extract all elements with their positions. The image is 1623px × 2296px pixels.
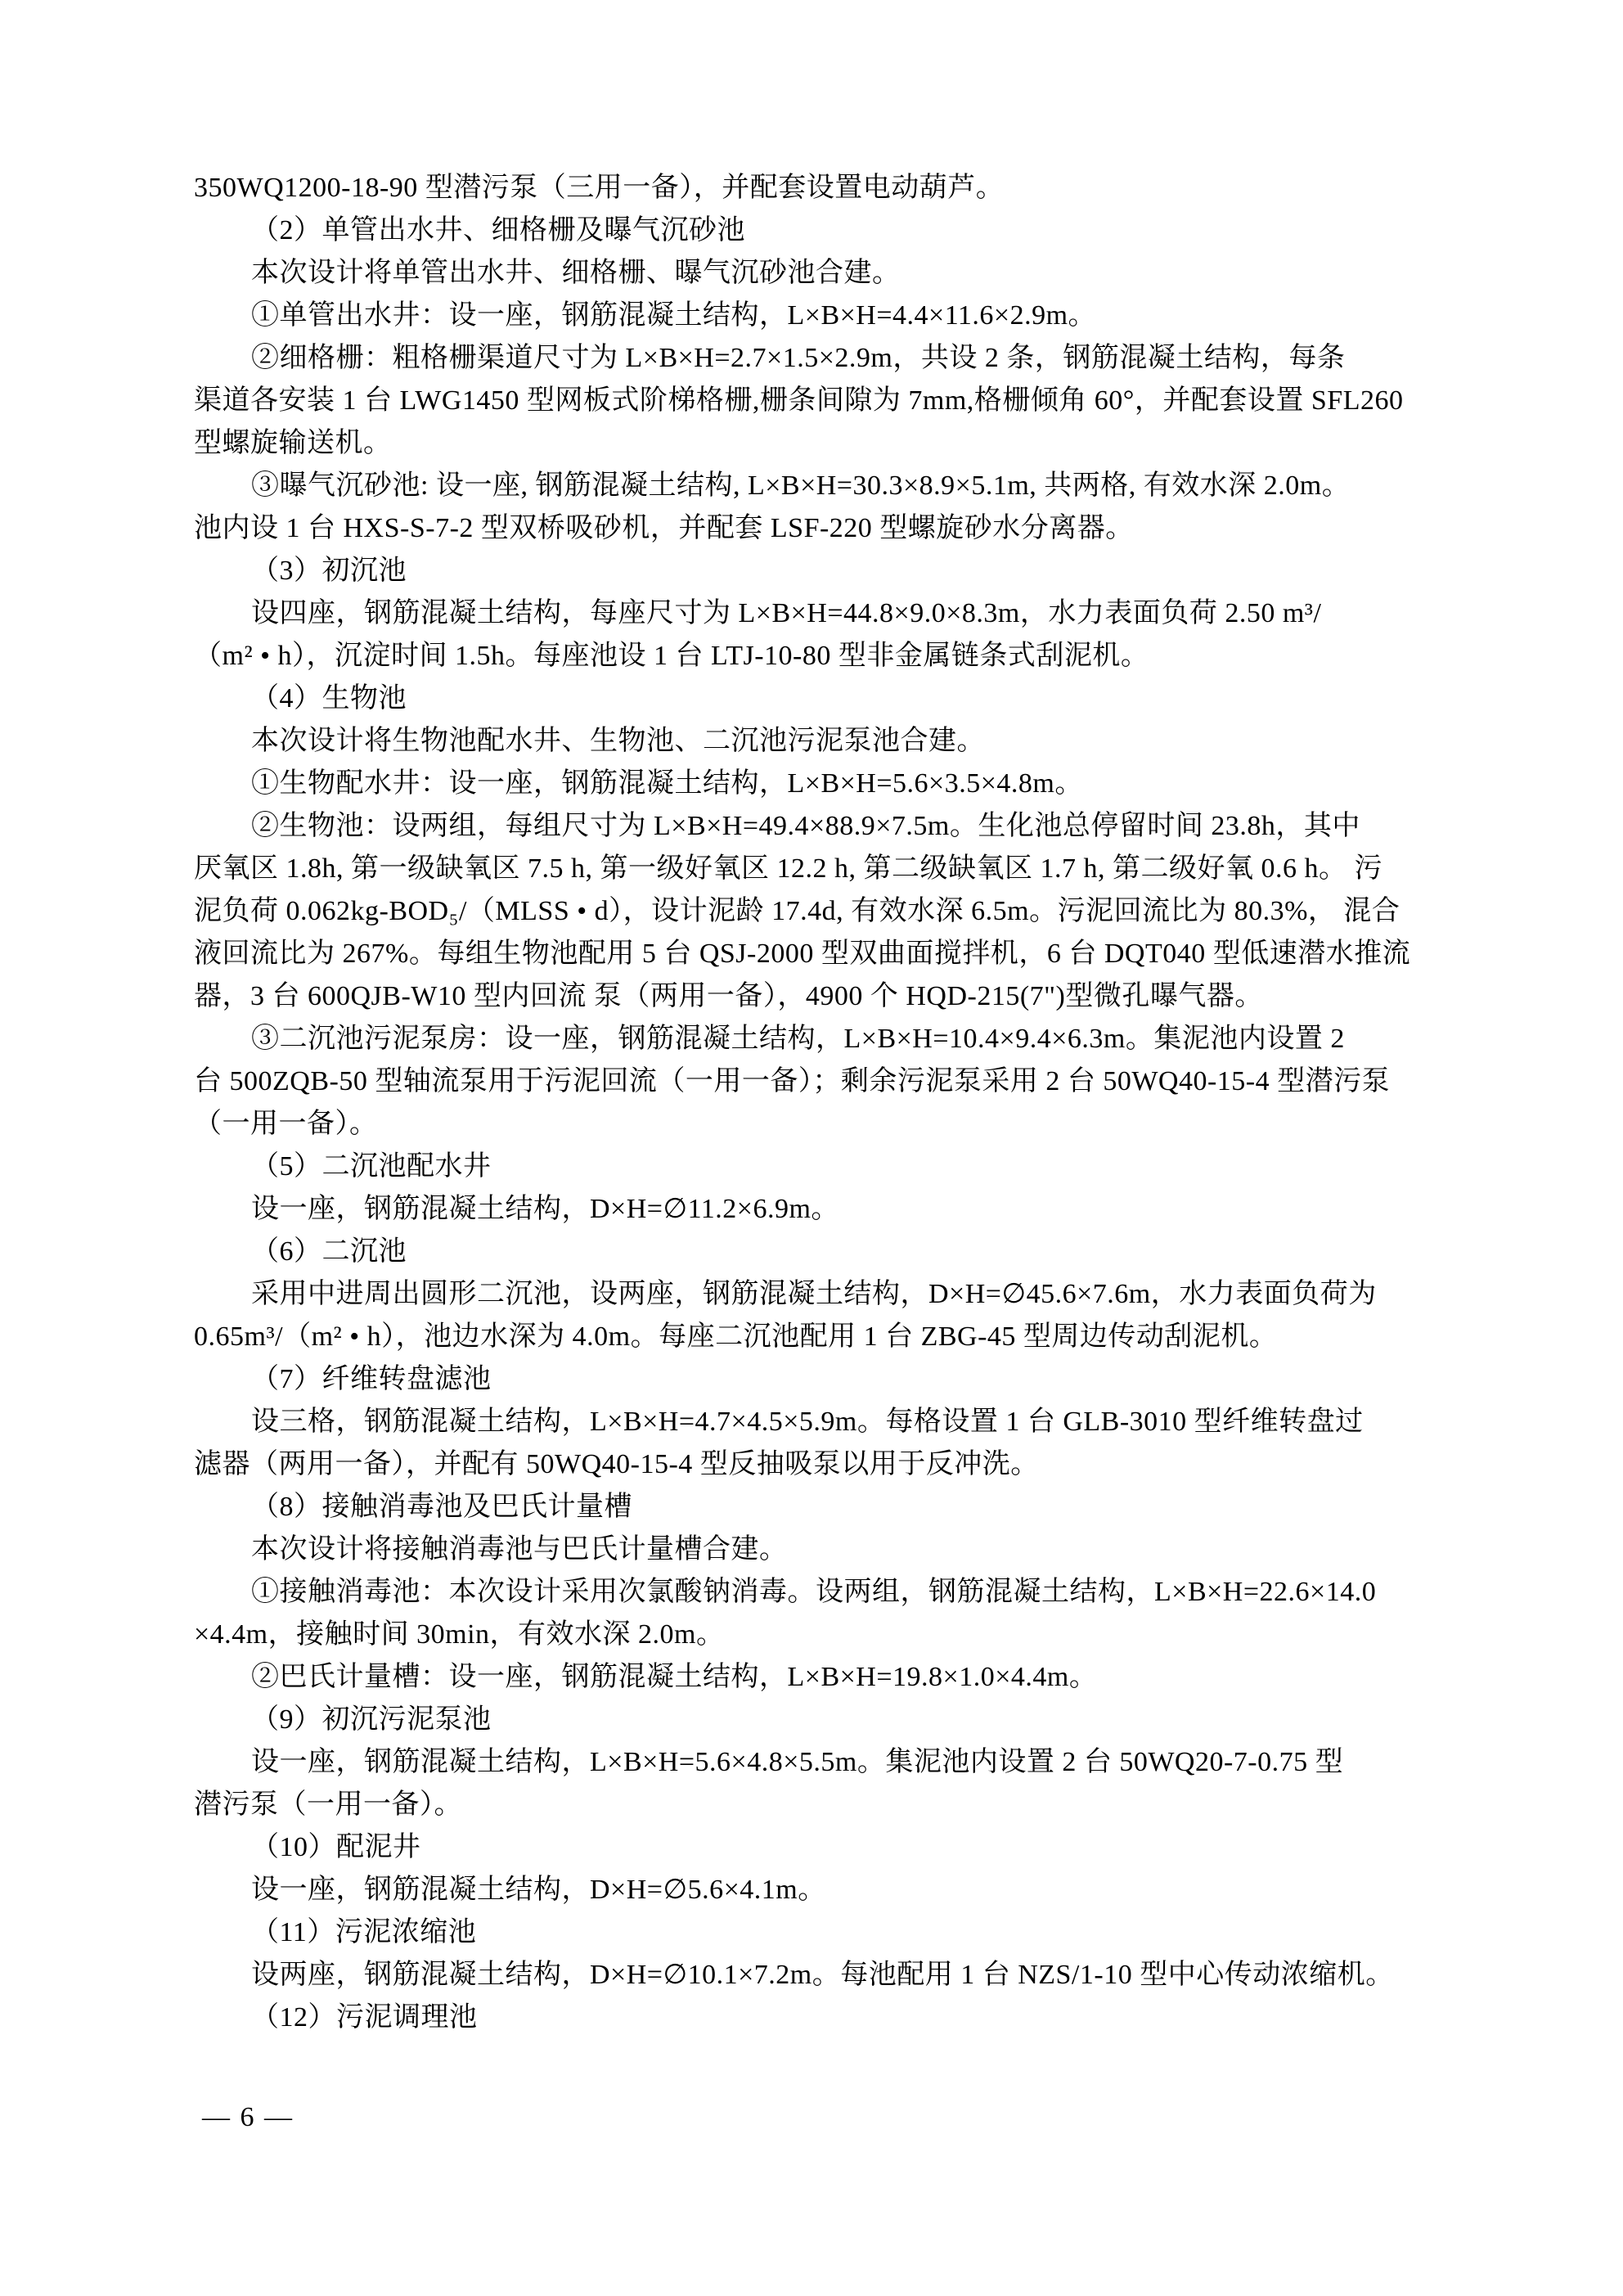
text-line: 台 500ZQB-50 型轴流泵用于污泥回流（一用一备）；剩余污泥泵采用 2 台 50WQ40-15-4 型潜污泵 — [194, 1066, 1391, 1096]
text-line: ×4.4m，接触时间 30min，有效水深 2.0m。 — [194, 1619, 725, 1650]
text-line: ①单管出水井：设一座，钢筋混凝土结构，L×B×H=4.4×11.6×2.9m。 — [251, 300, 1097, 331]
text-line: ③曝气沉砂池: 设一座, 钢筋混凝土结构, L×B×H=30.3×8.9×5.1m, 共两格, 有效水深 2.0m。 — [251, 470, 1351, 501]
text-line: 滤器（两用一备），并配有 50WQ40-15-4 型反抽吸泵以用于反冲洗。 — [194, 1449, 1039, 1479]
text-line: 350WQ1200-18-90 型潜污泵（三用一备），并配套设置电动葫芦。 — [194, 173, 1005, 203]
text-line: 设三格，钢筋混凝土结构，L×B×H=4.7×4.5×5.9m。每格设置 1 台 GLB-3010 型纤维转盘过 — [251, 1407, 1364, 1437]
text-line: 本次设计将单管出水井、细格栅、曝气沉砂池合建。 — [251, 258, 901, 288]
text-line: （2）单管出水井、细格栅及曝气沉砂池 — [251, 215, 745, 245]
text-line: 渠道各安装 1 台 LWG1450 型网板式阶梯格栅,栅条间隙为 7mm,格栅倾角 60°，并配套设置 SFL260 — [194, 385, 1404, 416]
text-line: 设一座，钢筋混凝土结构，D×H=∅11.2×6.9m。 — [251, 1194, 839, 1224]
text-line: 设一座，钢筋混凝土结构，L×B×H=5.6×4.8×5.5m。集泥池内设置 2 台 50WQ20-7-0.75 型 — [251, 1747, 1344, 1777]
text-line: ②生物池：设两组，每组尺寸为 L×B×H=49.4×88.9×7.5m。生化池总停留时间 23.8h，其中 — [251, 811, 1360, 841]
text-line: （一用一备）。 — [194, 1109, 378, 1139]
text-line: （11）污泥浓缩池 — [251, 1917, 477, 1947]
text-line: （4）生物池 — [251, 683, 407, 714]
document-body — [194, 167, 1458, 2039]
text-line: 厌氧区 1.8h, 第一级缺氧区 7.5 h, 第一级好氧区 12.2 h, 第二级缺氧区 1.7 h, 第二级好氧 0.6 h。 污 — [194, 853, 1382, 884]
text-line: （12）污泥调理池 — [251, 2002, 478, 2033]
text-line: 泥负荷 0.062kg-BOD₅/（MLSS • d），设计泥龄 17.4d, 有效水深 6.5m。污泥回流比为 80.3%， 混合 — [194, 896, 1400, 926]
text-line: （10）配泥井 — [251, 1832, 421, 1862]
text-line: 设两座，钢筋混凝土结构，D×H=∅10.1×7.2m。每池配用 1 台 NZS/1-10 型中心传动浓缩机。 — [251, 1960, 1394, 1990]
text-line: 设一座，钢筋混凝土结构，D×H=∅5.6×4.1m。 — [251, 1875, 826, 1905]
text-line: 本次设计将生物池配水井、生物池、二沉池污泥泵池合建。 — [251, 726, 985, 756]
text-line: （7）纤维转盘滤池 — [251, 1364, 492, 1394]
text-line: 0.65m³/（m² • h），池边水深为 4.0m。每座二沉池配用 1 台 ZBG-45 型周边传动刮泥机。 — [194, 1321, 1278, 1352]
text-line: 液回流比为 267%。每组生物池配用 5 台 QSJ-2000 型双曲面搅拌机，6 台 DQT040 型低速潜水推流 — [194, 939, 1411, 969]
text-line: （m² • h），沉淀时间 1.5h。每座池设 1 台 LTJ-10-80 型非金属链条式刮泥机。 — [194, 641, 1149, 671]
text-line: ③二沉池污泥泵房：设一座，钢筋混凝土结构，L×B×H=10.4×9.4×6.3m。集泥池内设置 2 — [251, 1024, 1345, 1054]
text-line: 型螺旋输送机。 — [194, 428, 392, 458]
text-line: （8）接触消毒池及巴氏计量槽 — [251, 1492, 632, 1522]
page-number: — 6 — — [202, 2102, 294, 2132]
text-line: ②巴氏计量槽：设一座，钢筋混凝土结构，L×B×H=19.8×1.0×4.4m。 — [251, 1662, 1098, 1692]
text-line: 采用中进周出圆形二沉池，设两座，钢筋混凝土结构，D×H=∅45.6×7.6m，水力表面负荷为 — [251, 1279, 1377, 1309]
text-line: 器，3 台 600QJB-W10 型内回流 泵（两用一备），4900 个 HQD-215(7")型微孔曝气器。 — [194, 981, 1263, 1011]
text-line: 潜污泵（一用一备）。 — [194, 1790, 462, 1820]
text-line: ②细格栅：粗格栅渠道尺寸为 L×B×H=2.7×1.5×2.9m，共设 2 条，钢筋混凝土结构，每条 — [251, 343, 1346, 373]
text-line: （9）初沉污泥泵池 — [251, 1704, 492, 1735]
text-line: ①生物配水井：设一座，钢筋混凝土结构，L×B×H=5.6×3.5×4.8m。 — [251, 768, 1083, 799]
text-line: 本次设计将接触消毒池与巴氏计量槽合建。 — [251, 1534, 788, 1564]
text-line: 设四座，钢筋混凝土结构，每座尺寸为 L×B×H=44.8×9.0×8.3m，水力表面负荷 2.50 m³/ — [251, 598, 1322, 628]
text-line: （3）初沉池 — [251, 556, 407, 586]
text-line: （5）二沉池配水井 — [251, 1151, 492, 1182]
text-line: ①接触消毒池：本次设计采用次氯酸钠消毒。设两组，钢筋混凝土结构，L×B×H=22.6×14.0 — [251, 1577, 1377, 1607]
text-line: （6）二沉池 — [251, 1236, 407, 1267]
text-line: 池内设 1 台 HXS-S-7-2 型双桥吸砂机，并配套 LSF-220 型螺旋砂水分离器。 — [194, 513, 1134, 543]
